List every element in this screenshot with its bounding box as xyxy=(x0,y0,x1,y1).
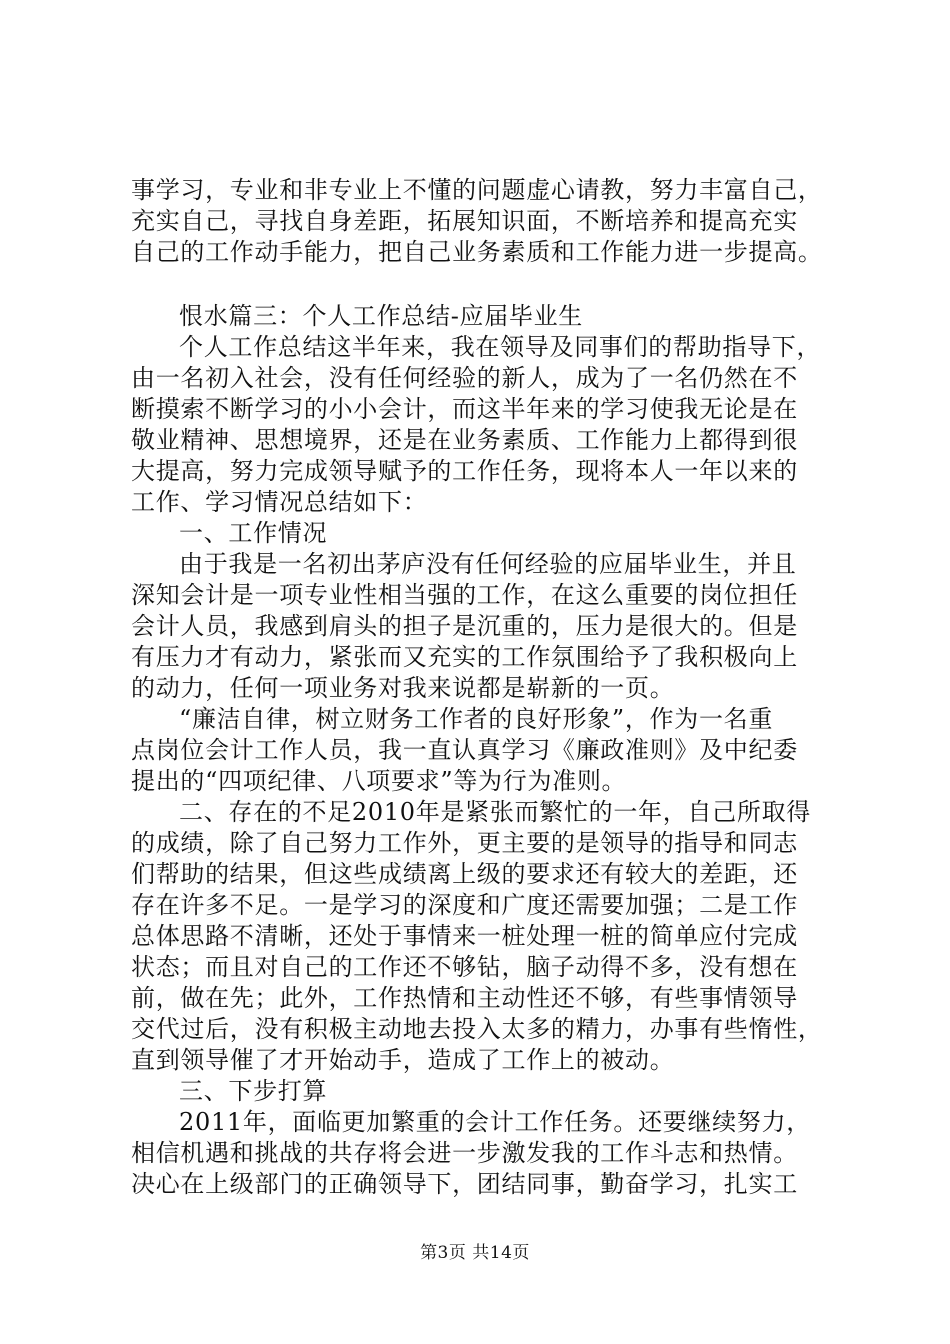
paragraph-gap xyxy=(131,268,831,301)
text-line: 自己的工作动手能力，把自己业务素质和工作能力进一步提高。 xyxy=(131,238,823,266)
text-line: 状态；而且对自己的工作还不够钻，脑子动得不多，没有想在 xyxy=(131,953,798,981)
text-line: 的动力，任何一项业务对我来说都是崭新的一页。 xyxy=(131,674,675,702)
text-line: 前，做在先；此外，工作热情和主动性还不够，有些事情领导 xyxy=(131,984,798,1012)
text-line: 提出的“四项纪律、八项要求”等为行为准则。 xyxy=(131,767,627,795)
text-line: 交代过后，没有积极主动地去投入太多的精力，办事有些惰性， xyxy=(131,1015,823,1043)
text-line: 三、下步打算 xyxy=(179,1077,328,1105)
text-line: 们帮助的结果，但这些成绩离上级的要求还有较大的差距，还 xyxy=(131,860,798,888)
text-line: 由一名初入社会，没有任何经验的新人，成为了一名仍然在不 xyxy=(131,364,798,392)
section-title xyxy=(131,301,831,332)
paragraph xyxy=(131,175,831,268)
text-line: 有压力才有动力，紧张而又充实的工作氛围给予了我积极向上 xyxy=(131,643,798,671)
text-line: 决心在上级部门的正确领导下，团结同事，勤奋学习，扎实工 xyxy=(131,1170,798,1198)
subheading xyxy=(131,518,831,549)
text-line: 工作、学习情况总结如下： xyxy=(131,488,428,516)
text-line: 深知会计是一项专业性相当强的工作，在这么重要的岗位担任 xyxy=(131,581,798,609)
text-line: “廉洁自律，树立财务工作者的良好形象”，作为一名重 xyxy=(179,705,774,733)
page-number-footer: 第3页 共14页 xyxy=(420,1243,530,1263)
text-line: 2011年，面临更加繁重的会计工作任务。还要继续努力， xyxy=(179,1108,811,1136)
text-line: 直到领导催了才开始动手，造成了工作上的被动。 xyxy=(131,1046,675,1074)
document-body xyxy=(131,175,831,1200)
text-line: 充实自己，寻找自身差距，拓展知识面，不断培养和提高充实 xyxy=(131,207,798,235)
text-line: 一、工作情况 xyxy=(179,519,328,547)
paragraph xyxy=(131,704,831,797)
text-line: 恨水篇三：个人工作总结-应届毕业生 xyxy=(179,302,584,330)
subheading xyxy=(131,1076,831,1107)
text-line: 事学习，专业和非专业上不懂的问题虚心请教，努力丰富自己， xyxy=(131,176,823,204)
paragraph xyxy=(131,797,831,1076)
text-line: 断摸索不断学习的小小会计，而这半年来的学习使我无论是在 xyxy=(131,395,798,423)
text-line: 相信机遇和挑战的共存将会进一步激发我的工作斗志和热情。 xyxy=(131,1139,798,1167)
text-line: 总体思路不清晰，还处于事情来一桩处理一桩的简单应付完成 xyxy=(131,922,798,950)
text-line: 由于我是一名初出茅庐没有任何经验的应届毕业生，并且 xyxy=(179,550,797,578)
text-line: 点岗位会计工作人员，我一直认真学习《廉政准则》及中纪委 xyxy=(131,736,798,764)
text-line: 会计人员，我感到肩头的担子是沉重的，压力是很大的。但是 xyxy=(131,612,798,640)
text-line: 大提高，努力完成领导赋予的工作任务，现将本人一年以来的 xyxy=(131,457,798,485)
text-line: 个人工作总结这半年来，我在领导及同事们的帮助指导下， xyxy=(179,333,822,361)
text-line: 二、存在的不足2010年是紧张而繁忙的一年，自己所取得 xyxy=(179,798,811,826)
paragraph xyxy=(131,1107,831,1200)
paragraph xyxy=(131,332,831,518)
text-line: 敬业精神、思想境界，还是在业务素质、工作能力上都得到很 xyxy=(131,426,798,454)
text-line: 的成绩，除了自己努力工作外，更主要的是领导的指导和同志 xyxy=(131,829,798,857)
paragraph xyxy=(131,549,831,704)
text-line: 存在许多不足。一是学习的深度和广度还需要加强；二是工作 xyxy=(131,891,798,919)
